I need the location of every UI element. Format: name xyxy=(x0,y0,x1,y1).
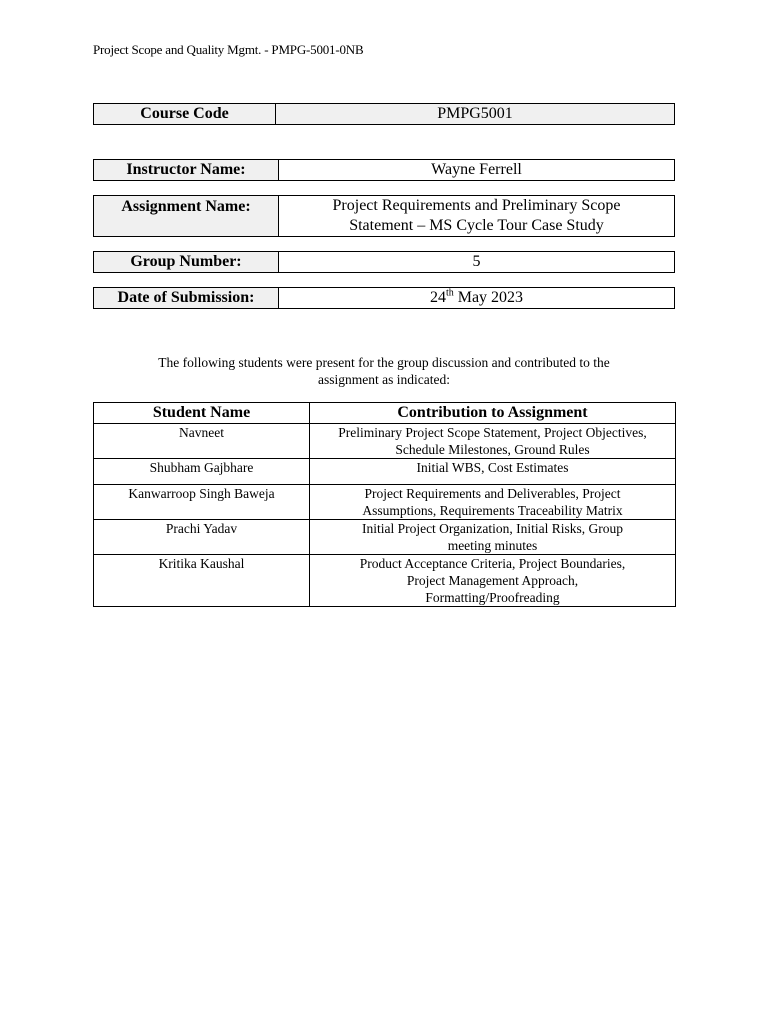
student-name-cell: Shubham Gajbhare xyxy=(94,459,310,485)
table-row xyxy=(94,520,676,555)
assignment-value xyxy=(279,196,675,237)
contribution-line: meeting minutes xyxy=(447,538,538,553)
contribution-cell xyxy=(310,555,676,607)
course-code-table xyxy=(93,103,675,125)
submission-date-table xyxy=(93,287,675,309)
contribution-line: Initial Project Organization, Initial Risks, Group xyxy=(361,521,624,536)
contribution-line: Formatting/Proofreading xyxy=(425,590,560,605)
course-code-value: PMPG5001 xyxy=(276,104,675,125)
assignment-value-line-2: Statement – MS Cycle Tour Case Study xyxy=(349,217,604,234)
intro-paragraph xyxy=(93,354,675,388)
running-header: Project Scope and Quality Mgmt. - PMPG-5001-0NB xyxy=(93,42,364,57)
contribution-line: Initial WBS, Cost Estimates xyxy=(416,460,569,475)
contribution-cell xyxy=(310,459,676,485)
instructor-value: Wayne Ferrell xyxy=(279,160,675,181)
assignment-label: Assignment Name: xyxy=(94,196,279,237)
student-name-cell: Prachi Yadav xyxy=(94,520,310,555)
instructor-label: Instructor Name: xyxy=(94,160,279,181)
contribution-line: Project Management Approach, xyxy=(406,573,579,588)
course-code-label: Course Code xyxy=(94,104,276,125)
contribution-line: Assumptions, Requirements Traceability Matrix xyxy=(362,503,623,518)
group-number-value: 5 xyxy=(279,252,675,273)
contribution-line: Schedule Milestones, Ground Rules xyxy=(395,442,590,457)
student-name-cell: Kanwarroop Singh Baweja xyxy=(94,485,310,520)
intro-line-2: assignment as indicated: xyxy=(318,372,450,387)
table-row xyxy=(94,555,676,607)
contribution-cell xyxy=(310,424,676,459)
table-row xyxy=(94,485,676,520)
group-number-table xyxy=(93,251,675,273)
student-name-cell: Navneet xyxy=(94,424,310,459)
table-row xyxy=(94,459,676,485)
table-row xyxy=(94,424,676,459)
submission-date-value xyxy=(279,288,675,309)
submission-month-year: May 2023 xyxy=(457,289,524,306)
student-name-cell: Kritika Kaushal xyxy=(94,555,310,607)
instructor-table xyxy=(93,159,675,181)
contribution-cell xyxy=(310,485,676,520)
contribution-line: Preliminary Project Scope Statement, Project Objectives, xyxy=(338,425,647,440)
intro-line-1: The following students were present for the group discussion and contributed to the xyxy=(158,355,610,370)
students-table xyxy=(93,402,676,607)
assignment-value-line-1: Project Requirements and Preliminary Scope xyxy=(332,197,621,214)
column-header-student-name: Student Name xyxy=(94,403,310,424)
column-header-contribution: Contribution to Assignment xyxy=(310,403,676,424)
contribution-cell xyxy=(310,520,676,555)
submission-ordinal: th xyxy=(445,287,454,299)
assignment-table xyxy=(93,195,675,237)
submission-date-label: Date of Submission: xyxy=(94,288,279,309)
contribution-line: Project Requirements and Deliverables, Project xyxy=(364,486,621,501)
submission-day: 24 xyxy=(429,289,446,306)
contribution-line: Product Acceptance Criteria, Project Boundaries, xyxy=(359,556,626,571)
group-number-label: Group Number: xyxy=(94,252,279,273)
